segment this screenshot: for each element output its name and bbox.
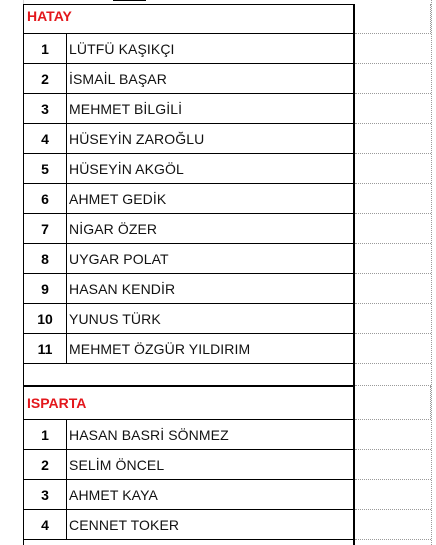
row-number-cell[interactable]: 1 [23, 34, 67, 64]
table-row[interactable] [23, 480, 431, 510]
empty-cell[interactable] [355, 364, 431, 386]
empty-cell[interactable] [355, 184, 431, 214]
empty-cell[interactable] [355, 334, 431, 364]
empty-cell[interactable] [355, 510, 431, 540]
empty-cell[interactable] [355, 420, 431, 450]
empty-cell[interactable] [355, 304, 431, 334]
empty-cell[interactable] [355, 34, 431, 64]
table-row[interactable] [23, 450, 431, 480]
empty-cell[interactable] [355, 386, 431, 420]
name-cell[interactable]: CENNET TOKER [67, 510, 355, 540]
table-row[interactable] [23, 154, 431, 184]
empty-cell[interactable] [355, 94, 431, 124]
name-cell[interactable]: UYGAR POLAT [67, 244, 355, 274]
name-cell[interactable]: MEHMET BİLGİLİ [67, 94, 355, 124]
row-number-cell[interactable]: 3 [23, 480, 67, 510]
name-cell[interactable]: AHMET KAYA [67, 480, 355, 510]
table-row[interactable] [23, 214, 431, 244]
cell-border-fragment [113, 0, 146, 1]
empty-cell[interactable] [355, 4, 431, 34]
table-row[interactable] [23, 34, 431, 64]
table-row[interactable] [23, 304, 431, 334]
name-cell[interactable]: LÜTFÜ KAŞIKÇI [67, 34, 355, 64]
province-cell[interactable]: HATAY [23, 4, 355, 34]
table-row[interactable] [23, 540, 431, 545]
table-row[interactable] [23, 334, 431, 364]
row-number-cell[interactable]: 4 [23, 510, 67, 540]
name-cell[interactable]: NİGAR ÖZER [67, 214, 355, 244]
name-cell[interactable]: HASAN BASRİ SÖNMEZ [67, 420, 355, 450]
table-row[interactable] [23, 274, 431, 304]
empty-cell[interactable] [23, 364, 67, 386]
gridline-right [431, 0, 432, 545]
name-cell[interactable]: HÜSEYİN AKGÖL [67, 154, 355, 184]
table-row[interactable] [23, 420, 431, 450]
table-row[interactable] [23, 184, 431, 214]
row-number-cell[interactable]: 8 [23, 244, 67, 274]
row-number-cell[interactable]: 5 [23, 154, 67, 184]
table-row[interactable] [23, 510, 431, 540]
row-number-cell[interactable]: 2 [23, 450, 67, 480]
row-number-cell[interactable]: 2 [23, 64, 67, 94]
name-cell[interactable]: İSMAİL BAŞAR [67, 64, 355, 94]
empty-cell[interactable] [355, 124, 431, 154]
empty-cell[interactable] [67, 540, 355, 545]
row-number-cell[interactable]: 7 [23, 214, 67, 244]
row-number-cell[interactable]: 10 [23, 304, 67, 334]
empty-cell[interactable] [355, 214, 431, 244]
row-number-cell[interactable]: 1 [23, 420, 67, 450]
empty-cell[interactable] [355, 274, 431, 304]
name-cell[interactable]: SELİM ÖNCEL [67, 450, 355, 480]
name-cell[interactable]: AHMET GEDİK [67, 184, 355, 214]
row-number-cell[interactable]: 9 [23, 274, 67, 304]
name-cell[interactable]: YUNUS TÜRK [67, 304, 355, 334]
empty-cell[interactable] [355, 244, 431, 274]
row-number-cell[interactable]: 11 [23, 334, 67, 364]
row-number-cell[interactable]: 6 [23, 184, 67, 214]
empty-cell[interactable] [355, 450, 431, 480]
name-cell[interactable]: HASAN KENDİR [67, 274, 355, 304]
empty-cell[interactable] [23, 540, 67, 545]
table-row[interactable] [23, 244, 431, 274]
empty-cell[interactable] [355, 64, 431, 94]
province-row-hatay[interactable] [23, 4, 431, 34]
empty-cell[interactable] [355, 480, 431, 510]
row-number-cell[interactable]: 3 [23, 94, 67, 124]
empty-cell[interactable] [67, 364, 355, 386]
name-cell[interactable]: MEHMET ÖZGÜR YILDIRIM [67, 334, 355, 364]
table-row[interactable] [23, 64, 431, 94]
table-row[interactable] [23, 124, 431, 154]
blank-row[interactable] [23, 364, 431, 386]
table-row[interactable] [23, 94, 431, 124]
province-row-isparta[interactable] [23, 386, 431, 420]
name-cell[interactable]: HÜSEYİN ZAROĞLU [67, 124, 355, 154]
province-cell[interactable]: ISPARTA [23, 386, 355, 420]
row-number-cell[interactable]: 4 [23, 124, 67, 154]
empty-cell[interactable] [355, 154, 431, 184]
